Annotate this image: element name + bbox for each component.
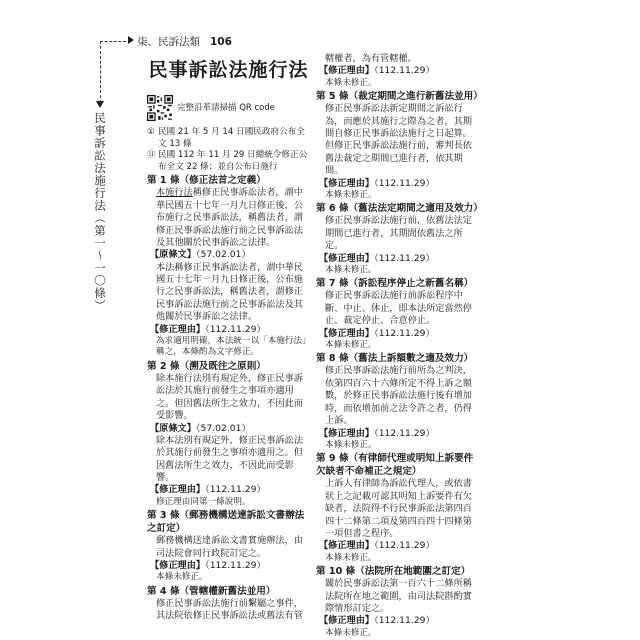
label: 【修正理由】 (150, 323, 206, 335)
article-text: 修正民事訴訟法施行前繫屬之事件，其法院依修正民事訴訟法或舊法有管 (156, 597, 303, 622)
label-date: （112.11.29） (374, 427, 435, 439)
qr-caption: 完整沿革請掃描 QR code (177, 102, 275, 113)
reason-label-line (316, 253, 481, 265)
label: 【修正理由】 (319, 327, 375, 339)
reason-text: 本條未修正。 (325, 552, 377, 563)
reason-label-line (316, 178, 481, 190)
title-block (147, 53, 310, 87)
article-1 (147, 174, 310, 359)
reason-text: 本條未修正。 (325, 189, 377, 200)
label-date: （112.11.29） (205, 560, 266, 572)
article-text: 修正民事訴訟法施行前所為之判決，依第四百六十六條所定不得上訴之額數，於修正民事訴訟法施行後有增加時，而依增加前之法令許之者，仍得上訴。 (325, 365, 472, 427)
article-heading: 第 3 條（郵務機構送達訴訟文書辦法之訂定） (147, 510, 305, 535)
article-text-rest: 稱修正民事訴訟法者，謂中華民國五十七年一月九日修正後，公布施行之民事訴訟法，稱舊法者，謂修正民事訴訟法施行前之民事訴訟法及其他關於民事訴訟之法律。 (156, 187, 303, 248)
original-text-label-line (147, 249, 310, 261)
article-heading: 第 1 條（修正法首之定義） (147, 175, 266, 187)
article-heading: 第 6 條（舊法法定期間之適用及效力） (316, 203, 483, 215)
article-3 (147, 509, 310, 584)
article-10 (316, 565, 481, 639)
label-date: （112.11.29） (374, 615, 435, 627)
article-text: 修正民事訴訟法施行前訴訟程序中斷、中止、休止，即本法所定當然停止、裁定停止、合意停止。 (325, 290, 472, 327)
original-text-label-line (147, 423, 310, 435)
reason-text: 本條未修正。 (156, 572, 208, 583)
qr-code-icon[interactable] (147, 95, 173, 121)
label-date: （57.02.01） (195, 422, 251, 434)
label-date: （112.11.29） (205, 323, 266, 335)
underlined-term: 本施行法 (156, 187, 193, 199)
reason-label-line (316, 65, 481, 77)
article-6 (316, 202, 481, 276)
article-5 (316, 90, 481, 201)
reason-text: 本條未修正。 (325, 264, 377, 275)
article-heading: 第 4 條（管轄權新舊法並用） (147, 585, 276, 597)
article-heading: 第 7 條（訴訟程序停止之新舊名稱） (316, 278, 474, 290)
history-text: 民國 112 年 11 月 29 日總統令修正公布全文 22 條；並自公布日施行 (158, 150, 308, 172)
history-item (147, 127, 310, 150)
article-text: 修正民事訴訟法新定期間之訴訟行為，而應於其施行之際為之者，其期間自修正民事訴訟法施行之日起算。但修正民事訴訟法施行前，審判長依舊法裁定之期間已進行者，依其期間。 (325, 103, 472, 177)
article-text: 關於民事訴訟法第一百六十二條所稱法院所在地之範圍，由司法院斟酌實際情形訂定之。 (325, 578, 472, 614)
triangle-icon (128, 36, 134, 44)
original-text: 本法稱修正民事訴訟法者，謂中華民國五十七年一月九日修正後，公布施行之民事訴訟法，稱舊法者，謂修正民事訴訟法施行前之民事訴訟法及其他關於民事訴訟之法律。 (156, 261, 303, 323)
reason-text: 本條未修正。 (325, 339, 377, 350)
label-date: （112.11.29） (374, 540, 435, 552)
label: 【原條文】 (150, 422, 196, 434)
label-date: （57.02.01） (195, 249, 251, 261)
history-item (147, 150, 310, 173)
left-column (147, 53, 310, 623)
article-4-continued: 轄權者，為有管轄權。 (325, 53, 417, 64)
reason-text: 為求適用明確，本法統一以「本施行法」稱之，本條酌為文字修正。 (156, 335, 307, 358)
reason-label-line (147, 324, 310, 336)
label: 【原條文】 (150, 249, 196, 261)
side-title: 民事訴訟法施行法（第一～一〇條） (93, 112, 107, 312)
label: 【修正理由】 (150, 560, 206, 572)
down-arrow-icon (96, 101, 104, 108)
article-heading: 第 5 條（裁定期間之進行新舊法並用） (316, 91, 483, 103)
label: 【修正理由】 (319, 615, 375, 627)
reason-text: 本條未修正。 (325, 77, 377, 88)
history-num: ① (147, 127, 155, 137)
reason-text: 修正理由同第一條說明。 (156, 496, 251, 507)
label: 【修正理由】 (319, 177, 375, 189)
article-text: 上訴人有律師為訴訟代理人，或依書狀上之記載可認其明知上訴要件有欠缺者，法院得不行民事訴訟法第四百四十二條第二項及第四百四十四條第一項但書之程序。 (325, 478, 472, 539)
reason-label-line (147, 484, 310, 496)
side-dash-line (100, 41, 101, 103)
reason-label-line (316, 540, 481, 552)
article-heading: 第 2 條（溯及既往之原則） (147, 361, 266, 373)
history-text: 民國 21 年 5 月 14 日國民政府公布全文 13 條 (158, 127, 305, 149)
label: 【修正理由】 (150, 484, 206, 496)
article-text: 除本施行法別有規定外，修正民事訴訟法於其施行前發生之事項亦適用之。但因舊法所生之效力，不因此而受影響。 (156, 373, 303, 422)
label-date: （112.11.29） (205, 484, 266, 496)
document-title: 民事訴訟法施行法 (148, 58, 309, 81)
article-heading: 第 10 條（法院所在地範圍之訂定） (316, 566, 471, 578)
label: 【修正理由】 (319, 252, 375, 264)
reason-label-line (316, 615, 481, 627)
right-column (316, 53, 481, 639)
label: 【修正理由】 (319, 427, 375, 439)
original-text: 除本法別有規定外，修正民事訴訟法於其施行前發生之事項亦適用之。但因舊法所生之效力，不因此而受影響。 (156, 434, 303, 484)
qr-row (147, 93, 310, 123)
amendment-history (147, 127, 310, 173)
label-date: （112.11.29） (374, 327, 435, 339)
label-date: （112.11.29） (374, 177, 435, 189)
article-text: 郵務機構送達訴訟文書實施辦法，由司法院會同行政院訂定之。 (156, 535, 303, 559)
article-2 (147, 360, 310, 508)
article-heading: 第 9 條（有律師代理或明知上訴要件欠缺者不命補正之規定） (316, 453, 474, 478)
header-dash-line (100, 41, 126, 42)
page-number: 106 (210, 36, 232, 48)
reason-text: 本條未修正。 (325, 439, 377, 450)
header-section: 柒、民訴法類 (137, 36, 200, 48)
label-date: （112.11.29） (374, 252, 435, 264)
article-4 (147, 585, 310, 623)
reason-label-line (316, 428, 481, 440)
reason-text: 本條未修正。 (325, 627, 377, 638)
article-heading: 第 8 條（舊法上訴額數之適及效力） (316, 353, 474, 365)
article-text: 修正民事訴訟法施行前，依舊法法定期間已進行者，其期間依舊法之所定。 (325, 215, 472, 252)
reason-label-line (147, 560, 310, 572)
article-9 (316, 452, 481, 564)
running-header (128, 35, 232, 49)
label: 【修正理由】 (319, 65, 375, 77)
reason-label-line (316, 328, 481, 340)
label: 【修正理由】 (319, 540, 375, 552)
article-text (147, 187, 310, 249)
article-7 (316, 277, 481, 351)
label-date: （112.11.29） (374, 65, 435, 77)
history-num: ⑪ (147, 150, 156, 161)
article-8 (316, 352, 481, 451)
